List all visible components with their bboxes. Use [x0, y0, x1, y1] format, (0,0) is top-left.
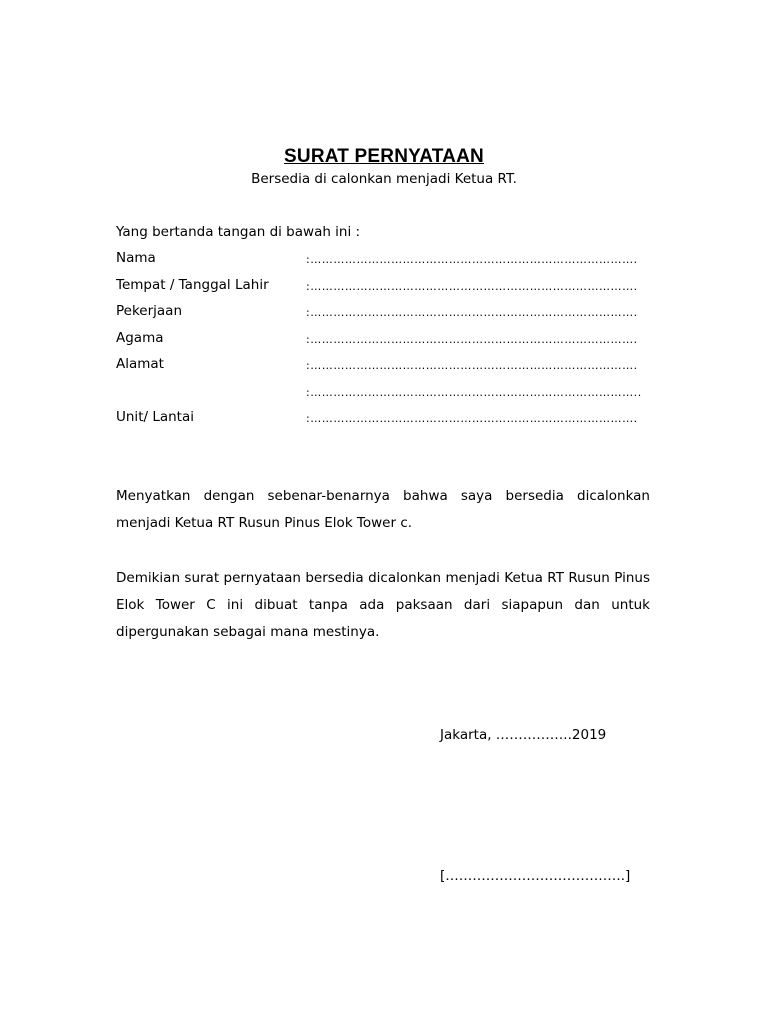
intro-text: Yang bertanda tangan di bawah ini : — [116, 224, 361, 240]
closing-paragraph: Demikian surat pernyataan bersedia dicalonkan menjadi Ketua RT Rusun Pinus Elok Tower C ini dibuat tanpa ada paksaan dari siapapun dan untuk dipergunakan sebagai mana mestinya. — [116, 570, 650, 640]
statement-paragraph: Menyatkan dengan sebenar-benarnya bahwa saya bersedia dicalonkan menjadi Ketua RT Rusun Pinus Elok Tower c. — [116, 488, 650, 531]
field-row-pekerjaan — [116, 303, 656, 323]
field-row-unit-lantai — [116, 409, 656, 429]
field-blank: :…………………………………………………………………………. — [306, 359, 638, 372]
field-row-agama — [116, 330, 656, 350]
signature-blank: [………………………………….] — [440, 868, 631, 884]
field-row-alamat-continued — [116, 383, 656, 403]
field-label: Unit/ Lantai — [116, 409, 194, 425]
field-label: Agama — [116, 330, 164, 346]
field-blank: :…………………………………………………………………………. — [306, 306, 638, 319]
field-blank: :…………………………………………………………………………. — [306, 280, 638, 293]
field-label: Alamat — [116, 356, 164, 372]
field-row-alamat — [116, 356, 656, 376]
field-label: Tempat / Tanggal Lahir — [116, 277, 269, 293]
field-blank: :…………………………………………………………………………. — [306, 253, 638, 266]
field-label: Nama — [116, 250, 156, 266]
document-subtitle: Bersedia di calonkan menjadi Ketua RT. — [251, 171, 517, 187]
field-blank: :………………………………………………………………………….. — [306, 386, 642, 399]
document-title: SURAT PERNYATAAN — [284, 146, 484, 167]
field-blank: :…………………………………………………………………………. — [306, 412, 638, 425]
field-row-tempat-tanggal-lahir — [116, 277, 656, 297]
place-date: Jakarta, ……………..2019 — [440, 727, 607, 743]
field-label: Pekerjaan — [116, 303, 183, 319]
field-row-nama — [116, 250, 656, 270]
field-blank: :…………………………………………………………………………. — [306, 333, 638, 346]
